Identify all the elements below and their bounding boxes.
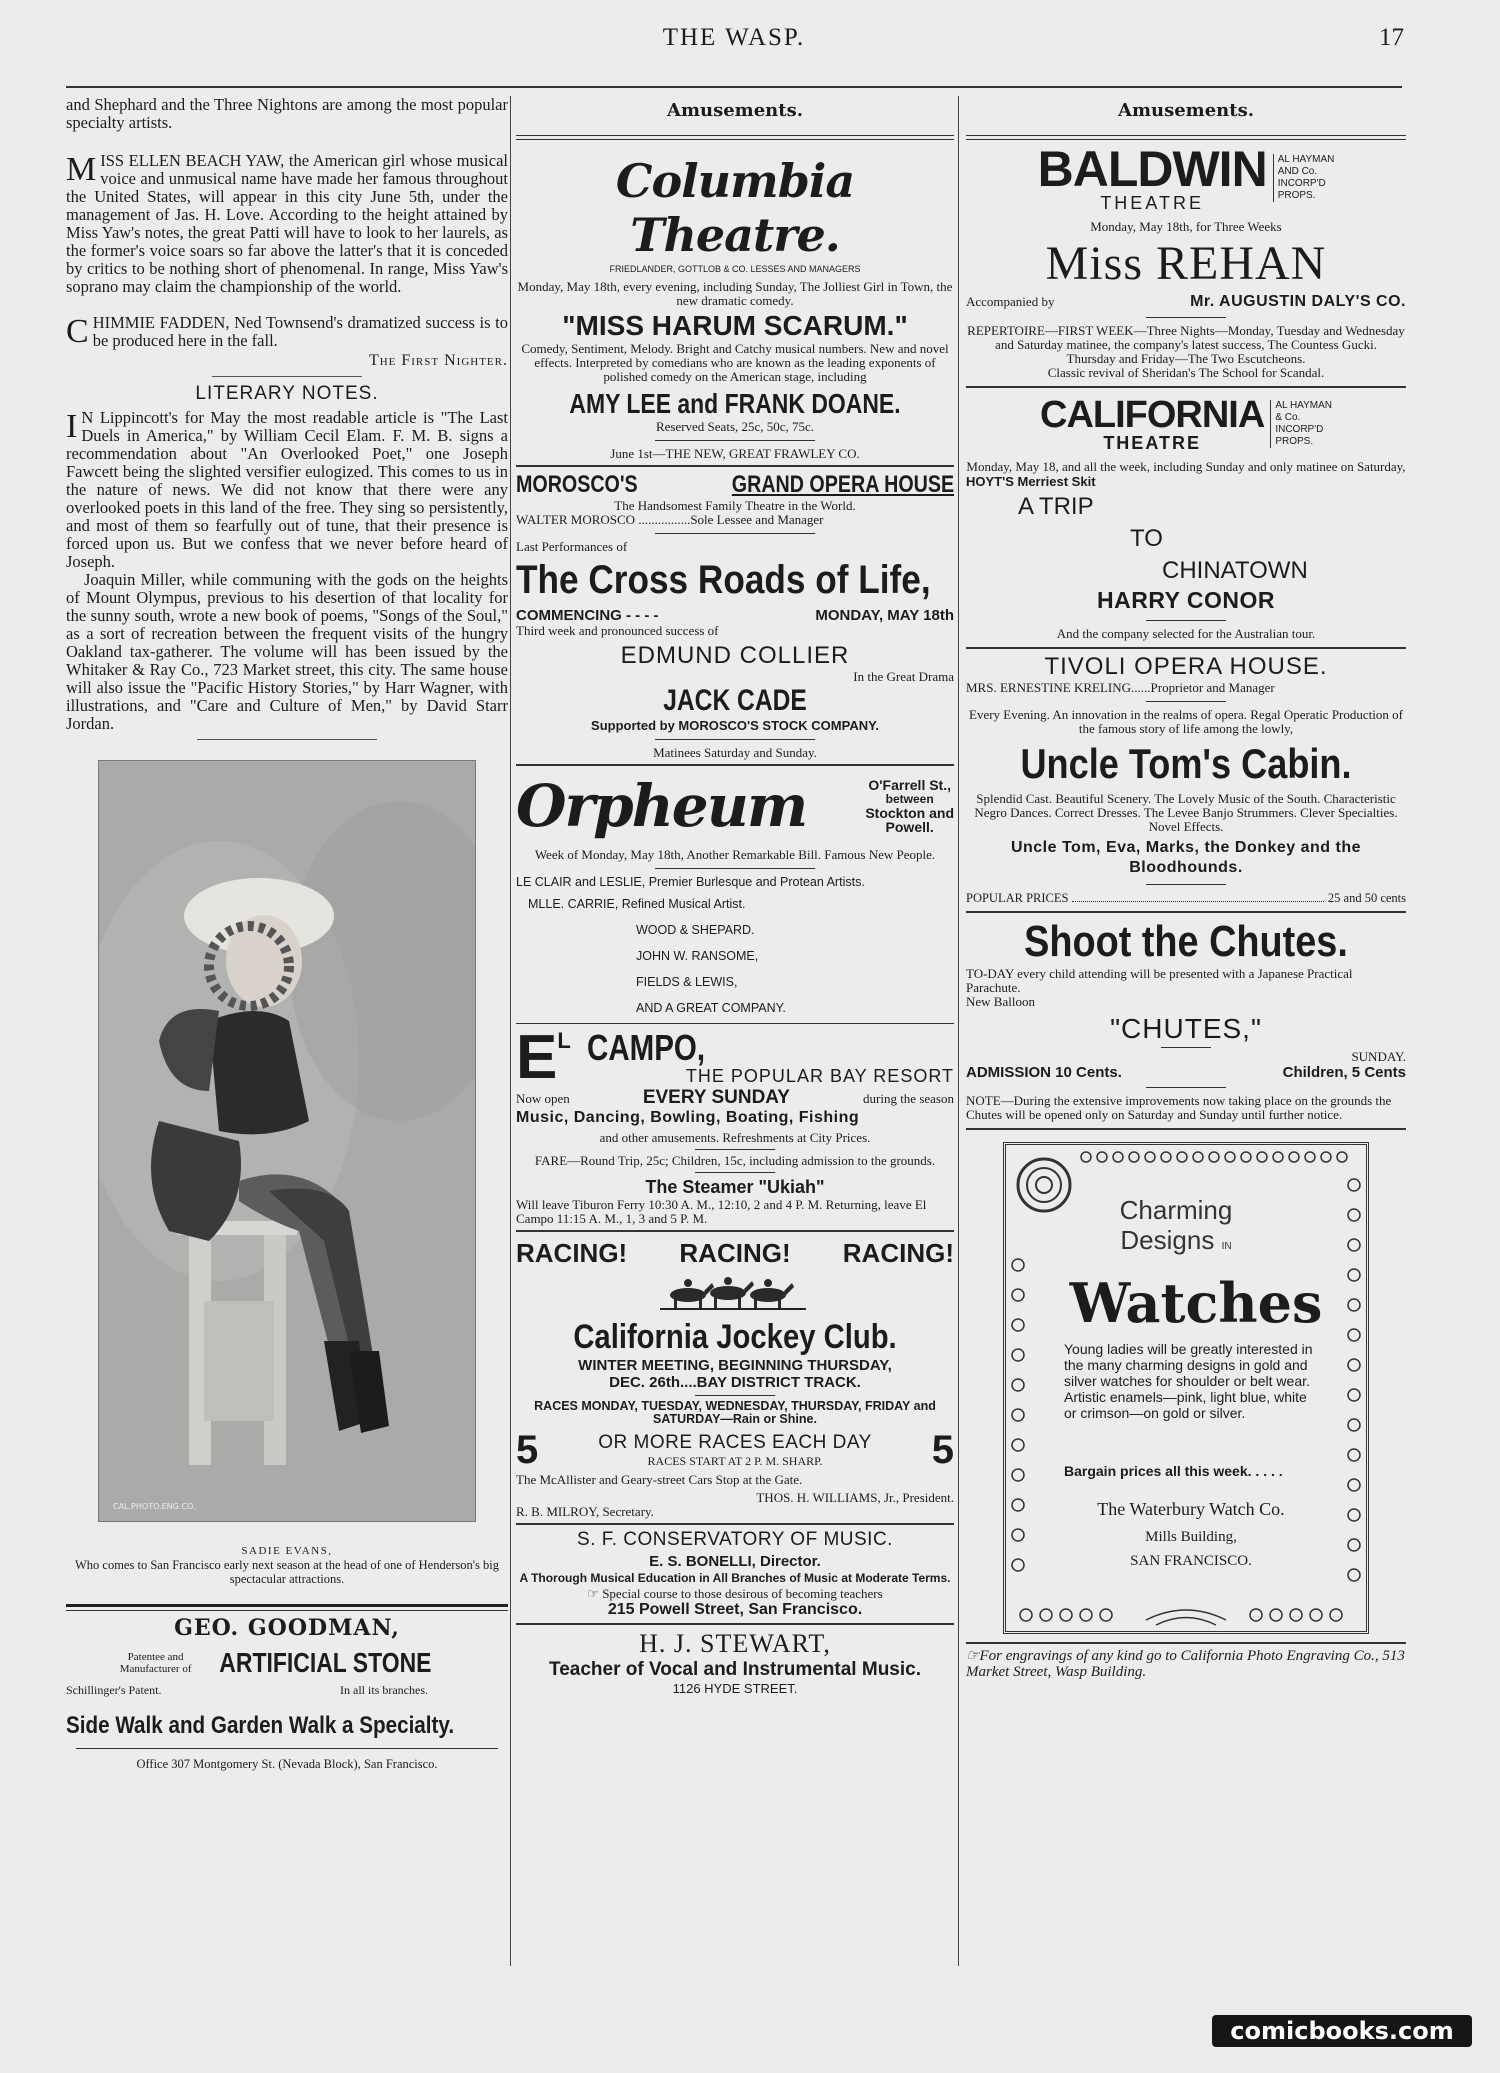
california-prop-4: PROPS.	[1275, 436, 1314, 447]
baldwin-date: Monday, May 18th, for Three Weeks	[1090, 219, 1282, 234]
tivoli-every: Every Evening. An innovation in the realms of opera. Regal Operatic Production of the famous story of life among the lowly,	[969, 707, 1403, 736]
elcampo-resort: THE POPULAR BAY RESORT	[685, 1066, 954, 1086]
goodman-pre1: Patentee and	[127, 1651, 184, 1663]
rule	[516, 1523, 954, 1525]
racing-five-left: 5	[516, 1428, 539, 1472]
conservatory-education: A Thorough Musical Education in All Branches of Music at Moderate Terms.	[519, 1571, 951, 1585]
racing-cars: The McAllister and Geary-street Cars Stop at the Gate.	[516, 1472, 803, 1487]
racing-start: RACES START AT 2 P. M. SHARP.	[647, 1454, 823, 1468]
watches-bargain: Bargain prices all this week. . . . .	[1064, 1463, 1283, 1479]
columbia-description: Comedy, Sentiment, Melody. Bright and Catchy musical numbers. New and novel effects. Interpreted by comedians who are known as the leading exponents of polished comedy on the American stage, including	[521, 341, 949, 384]
rule	[516, 139, 954, 140]
orpheum-act-4: JOHN W. RANSOME,	[636, 949, 759, 963]
conservatory-address: 215 Powell Street, San Francisco.	[607, 1601, 863, 1618]
rule	[212, 376, 362, 377]
chutes-admission-children: Children, 5 Cents	[1282, 1064, 1406, 1081]
california-name: CALIFORNIA	[1040, 394, 1265, 436]
elcampo-ad	[516, 1023, 954, 1226]
racing-days: RACES MONDAY, TUESDAY, WEDNESDAY, THURSDAY, FRIDAY and SATURDAY—Rain or Shine.	[534, 1399, 936, 1426]
caption-text: Who comes to San Francisco early next season at the head of one of Henderson's big spectacular attractions.	[74, 1558, 499, 1586]
tivoli-prices-label: POPULAR PRICES	[966, 891, 1069, 905]
morosco-house: GRAND OPERA HOUSE	[731, 471, 954, 498]
rule	[966, 1642, 1406, 1644]
stewart-teacher: Teacher of Vocal and Instrumental Music.	[549, 1659, 921, 1680]
columbia-lessees: FRIEDLANDER, GOTTLOB & CO. LESSES AND MANAGERS	[609, 264, 861, 274]
fadden-text: HIMMIE FADDEN, Ned Townsend's dramatized success is to be produced here in the fall.	[92, 313, 508, 350]
rule	[695, 1395, 775, 1396]
elcampo-header	[516, 1023, 954, 1092]
pointing-hand-icon: ☞	[587, 1586, 603, 1601]
fadden-paragraph	[66, 314, 508, 350]
baldwin-prop-4: PROPS.	[1277, 190, 1316, 201]
watches-ad	[1003, 1142, 1369, 1634]
elcampo-schedule: Will leave Tiburon Ferry 10:30 A. M., 12:10, 2 and 4 P. M. Returning, leave El Campo 11:15 A. M., 1, 3 and 5 P. M.	[516, 1197, 927, 1226]
morosco-last: Last Performances of	[516, 539, 628, 554]
baldwin-repertoire: REPERTOIRE—FIRST WEEK—Three Nights—Monday, Tuesday and Wednesday and Saturday matinee, the company's latest success, The Countess Gucki.	[967, 323, 1405, 352]
engraving-text: For engravings of any kind go to California Photo Engraving Co., 513 Market Street, Wasp Building.	[966, 1648, 1405, 1680]
conservatory-ad	[516, 1529, 954, 1619]
literary-paragraph-1	[66, 409, 508, 571]
baldwin-classic: Classic revival of Sheridan's The School for Scandal.	[1047, 365, 1325, 380]
orpheum-logo: Orpheum	[516, 772, 807, 840]
conservatory-special-line	[516, 1587, 954, 1601]
column-middle	[516, 96, 954, 1696]
goodman-office: Office 307 Montgomery St. (Nevada Block), San Francisco.	[136, 1757, 438, 1771]
intro-paragraph: and Shephard and the Three Nightons are among the most popular specialty artists.	[66, 96, 508, 132]
tivoli-name: TIVOLI OPERA HOUSE.	[1044, 653, 1328, 680]
rule	[76, 1748, 498, 1749]
trip-line-2: TO	[1130, 525, 1163, 552]
baldwin-prop-3: INCORP'D	[1277, 178, 1326, 189]
goodman-details	[66, 1683, 508, 1698]
page-header	[64, 24, 1404, 60]
california-company: And the company selected for the Australian tour.	[1056, 626, 1316, 641]
elcampo-fare: FARE—Round Trip, 25c; Children, 15c, including admission to the grounds.	[534, 1153, 936, 1168]
rule	[1146, 701, 1226, 702]
orpheum-address-3: Stockton and	[865, 805, 954, 821]
column-right	[966, 96, 1406, 1680]
elcampo-name: CAMPO,	[586, 1027, 705, 1068]
racing-president: THOS. H. WILLIAMS, Jr., President.	[756, 1490, 954, 1505]
stewart-address: 1126 HYDE STREET.	[672, 1681, 798, 1696]
california-prop-3: INCORP'D	[1275, 424, 1324, 435]
morosco-ad	[516, 471, 954, 760]
orpheum-act-6: AND A GREAT COMPANY.	[636, 1001, 786, 1015]
california-star: HARRY CONOR	[1096, 587, 1275, 613]
baldwin-accompanied	[966, 293, 1406, 311]
trip-line-3: CHINATOWN	[1162, 557, 1308, 584]
watches-building: Mills Building,	[1145, 1529, 1237, 1545]
literary-paragraph-2: Joaquin Miller, while communing with the gods on the heights of Mount Olympus, previous to his desertion of that locality for the sunny south, wrote a new book of poems, "Songs of the Soul," as a sort of recreation between the frequent visits of the hungry Oakland tax-gatherer. The volume will has been issued by the Whitaker & Ray Co., 723 Market street, this city. The same house will also issue the "Pacific History Stories," by Harr Wagner, with illustrations, and "Care and Culture of Men," by David Starr Jordan.	[66, 570, 508, 733]
dot-leader	[1072, 901, 1323, 902]
goodman-product: ARTIFICIAL STONE	[218, 1647, 431, 1678]
elcampo-title-block	[586, 1027, 954, 1087]
rule	[197, 739, 377, 740]
drop-cap: C	[66, 313, 89, 350]
watches-description: Young ladies will be greatly interested in the many charming designs in gold and silver watches for shoulder or belt wear. Artistic enamels—pink, light blue, white or crimson—on gold or silver.	[1064, 1341, 1313, 1421]
watches-charming: Charming	[1119, 1195, 1233, 1225]
morosco-name-row	[516, 471, 954, 499]
racing-2: RACING!	[679, 1238, 791, 1268]
columbia-stars: AMY LEE and FRANK DOANE.	[569, 388, 901, 419]
morosco-actor: EDMUND COLLIER	[620, 642, 850, 669]
elcampo-other: and other amusements. Refreshments at City Prices.	[599, 1130, 871, 1145]
orpheum-act-5: FIELDS & LEWIS,	[636, 975, 738, 989]
caption-name: SADIE EVANS,	[241, 1545, 333, 1557]
portrait-illustration	[99, 761, 475, 1521]
california-theatre: THEATRE	[1103, 433, 1201, 453]
watches-city: SAN FRANCISCO.	[1130, 1553, 1252, 1569]
morosco-commencing	[516, 607, 954, 624]
morosco-lessee: WALTER MOROSCO ................Sole Lessee and Manager	[516, 512, 824, 527]
orpheum-address-2: between	[885, 792, 934, 806]
yaw-paragraph	[66, 152, 508, 296]
tivoli-title: Uncle Tom's Cabin.	[1020, 740, 1352, 787]
orpheum-address-4: Powell.	[885, 819, 934, 835]
rule	[966, 135, 1406, 136]
chutes-today: TO-DAY every child attending will be presented with a Japanese Practical Parachute.	[966, 966, 1353, 995]
jockey-club: California Jockey Club.	[573, 1318, 897, 1356]
california-prop-1: AL HAYMAN	[1275, 400, 1332, 411]
watches-designs-line	[1086, 1225, 1266, 1262]
rule	[1146, 884, 1226, 885]
amusements-heading: Amusements.	[1118, 100, 1254, 121]
racing-3: RACING!	[842, 1238, 954, 1268]
rule	[695, 1172, 775, 1173]
california-prop-2: & Co.	[1275, 412, 1301, 423]
racing-1: RACING!	[516, 1238, 628, 1268]
commencing-label: COMMENCING - - - -	[516, 607, 659, 624]
elcampo-every-sunday: EVERY SUNDAY	[642, 1087, 790, 1108]
rule	[655, 533, 815, 534]
watermark-logo: comicbooks.com	[1212, 2015, 1472, 2047]
engraving-notice	[966, 1648, 1406, 1680]
rule	[516, 1023, 954, 1024]
rule	[695, 1149, 775, 1150]
conservatory-special: Special course to those desirous of becoming teachers	[602, 1586, 883, 1601]
chutes-balloon: New Balloon	[966, 994, 1035, 1009]
conservatory-name: S. F. CONSERVATORY OF MUSIC.	[577, 1529, 893, 1550]
elcampo-now-open: Now open	[516, 1091, 570, 1106]
tivoli-characters: Uncle Tom, Eva, Marks, the Donkey and the Bloodhounds.	[1010, 839, 1362, 876]
rule	[1161, 1047, 1211, 1048]
racing-dec: DEC. 26th....BAY DISTRICT TRACK.	[609, 1374, 861, 1391]
watches-heading	[1086, 1195, 1266, 1262]
baldwin-logo	[966, 141, 1406, 213]
elcampo-activities: Music, Dancing, Bowling, Boating, Fishing	[516, 1109, 860, 1126]
baldwin-props	[1273, 154, 1335, 202]
column-left	[66, 96, 508, 1772]
rule	[966, 139, 1406, 140]
columbia-title: "MISS HARUM SCARUM."	[562, 310, 908, 341]
orpheum-week: Week of Monday, May 18th, Another Remarkable Bill. Famous New People.	[534, 847, 936, 862]
drop-cap: M	[66, 151, 97, 188]
conservatory-director: E. S. BONELLI, Director.	[649, 1553, 821, 1570]
chutes-admission	[966, 1064, 1406, 1081]
chutes-sunday: SUNDAY.	[1351, 1049, 1406, 1064]
rule	[1146, 1087, 1226, 1088]
rule	[655, 868, 815, 869]
column-divider-2	[958, 96, 959, 1966]
amusements-heading: Amusements.	[667, 100, 803, 121]
california-props	[1270, 400, 1332, 448]
rule	[1146, 620, 1226, 621]
columbia-ad	[516, 154, 954, 461]
goodman-product-line	[66, 1647, 508, 1679]
stewart-ad	[516, 1629, 954, 1696]
baldwin-acc-company: Mr. AUGUSTIN DALY'S CO.	[1190, 293, 1406, 310]
morosco-support: Supported by MOROSCO'S STOCK COMPANY.	[591, 718, 879, 733]
magazine-title: THE WASP.	[662, 24, 806, 51]
columbia-logo: Columbia Theatre.	[615, 154, 855, 262]
racing-header	[516, 1238, 954, 1269]
elcampo-steamer: The Steamer "Ukiah"	[645, 1177, 825, 1197]
orpheum-address	[865, 778, 954, 834]
watches-title: Watches	[1069, 1271, 1323, 1335]
baldwin-thursday: Thursday and Friday—The Two Escutcheons.	[1066, 351, 1306, 366]
orpheum-act-1: LE CLAIR and LESLIE, Premier Burlesque and Protean Artists.	[516, 875, 865, 889]
watches-in: IN	[1221, 1241, 1232, 1252]
chutes-admission-adult: ADMISSION 10 Cents.	[966, 1064, 1122, 1081]
baldwin-star: Miss REHAN	[1045, 237, 1327, 290]
racing-secretary: R. B. MILROY, Secretary.	[516, 1504, 654, 1519]
photo-credit: CAL.PHOTO.ENG.CO.	[113, 1502, 196, 1511]
morosco-play-title: The Cross Roads of Life,	[516, 558, 931, 602]
columbia-seats: Reserved Seats, 25c, 50c, 75c.	[655, 419, 815, 434]
morosco-matinees: Matinees Saturday and Sunday.	[653, 745, 817, 760]
rule	[516, 764, 954, 766]
tivoli-proprietor: MRS. ERNESTINE KRELING......Proprietor and Manager	[966, 680, 1275, 695]
tivoli-ad	[966, 653, 1406, 905]
columbia-intro: Monday, May 18th, every evening, including Sunday, The Jolliest Girl in Town, the new dramatic comedy.	[517, 279, 953, 308]
rule	[655, 739, 815, 740]
rule	[966, 911, 1406, 913]
rule	[966, 386, 1406, 388]
morosco-tagline: The Handsomest Family Theatre in the World.	[614, 498, 856, 513]
page-number: 17	[1379, 24, 1404, 51]
header-rule	[66, 86, 1402, 88]
morosco-jack-cade: JACK CADE	[663, 684, 807, 717]
stewart-name: H. J. STEWART,	[639, 1629, 831, 1658]
racehorses-icon	[516, 1269, 954, 1313]
goodman-branches: In all its branches.	[340, 1683, 428, 1697]
baldwin-name: BALDWIN	[1037, 141, 1267, 197]
tivoli-description: Splendid Cast. Beautiful Scenery. The Lovely Music of the South. Characteristic Negro Dances. Correct Dresses. The Levee Banjo Strummers. Clever Specialties. Novel Effects.	[974, 791, 1398, 834]
baldwin-ad	[966, 141, 1406, 380]
rule	[966, 647, 1406, 649]
racing-ad	[516, 1238, 954, 1519]
morosco-name: MOROSCO'S	[516, 471, 638, 498]
goodman-specialty: Side Walk and Garden Walk a Specialty.	[66, 1712, 455, 1739]
orpheum-act-2: MLLE. CARRIE, Refined Musical Artist.	[528, 897, 746, 911]
chutes-name: "CHUTES,"	[1110, 1013, 1262, 1044]
photo-caption	[66, 1544, 508, 1586]
orpheum-header	[516, 772, 954, 840]
california-ad	[966, 396, 1406, 641]
watches-designs: Designs	[1120, 1225, 1215, 1255]
racing-more: OR MORE RACES EACH DAY	[598, 1432, 872, 1453]
tivoli-prices	[966, 891, 1406, 905]
watches-company: The Waterbury Watch Co.	[1097, 1499, 1285, 1519]
chutes-title: Shoot the Chutes.	[1024, 917, 1348, 966]
baldwin-logo-main	[1037, 141, 1267, 213]
rule	[516, 465, 954, 467]
elcampo-season: during the season	[863, 1091, 954, 1106]
racing-more-block	[598, 1432, 872, 1469]
racing-five-right: 5	[931, 1428, 954, 1472]
goodman-pretext	[120, 1651, 192, 1675]
chutes-note: NOTE—During the extensive improvements now taking place on the grounds the Chutes will be opened only on Saturday and Sunday until further notice.	[966, 1093, 1392, 1122]
literary-text-1: N Lippincott's for May the most readable article is "The Last Duels in America," by William Cecil Elam. F. M. B. signs a recommendation about "An Overlooked Poet," one Joseph Fawcett being the slighted versifier eulogized. This comes to us in the nature of news. We did not know that there were any overlooked poets in this land of the free. They sing so persistently, and most of them so fearfully out of tune, that their presence is forced upon us. But we confess that we never before heard of Joseph.	[66, 408, 508, 571]
elcampo-sunday-line	[516, 1087, 954, 1109]
orpheum-address-1: O'Farrell St.,	[868, 777, 951, 793]
yaw-text: ISS ELLEN BEACH YAW, the American girl whose musical voice and unmusical name have made her famous throughout the United States, will appear in this city June 5th, under the management of Jas. H. Love. According to the height attained by Miss Yaw's notes, the great Patti will have to look to her laurels, as the former's voice soars so far above the latter's that it is conceded by critics to be nothing short of phenomenal. In range, Miss Yaw's soprano may claim the championship of the world.	[66, 151, 508, 296]
elcampo-e: E	[516, 1023, 558, 1092]
racing-more-line	[516, 1428, 954, 1473]
morosco-third-week: Third week and pronounced success of	[516, 623, 719, 638]
signature: The First Nighter.	[368, 352, 508, 369]
goodman-ad	[66, 1615, 508, 1772]
goodman-name: GEO. GOODMAN,	[174, 1615, 400, 1641]
california-logo	[966, 396, 1406, 452]
chutes-ad	[966, 917, 1406, 1122]
morosco-drama: In the Great Drama	[853, 669, 954, 684]
rule	[66, 1610, 508, 1611]
columbia-june: June 1st—THE NEW, GREAT FRAWLEY CO.	[610, 446, 860, 461]
commencing-date: MONDAY, MAY 18th	[815, 607, 954, 624]
racing-winter: WINTER MEETING, BEGINNING THURSDAY,	[578, 1357, 892, 1374]
rule	[66, 1604, 508, 1607]
tivoli-prices-value: 25 and 50 cents	[1327, 891, 1406, 905]
california-logo-main	[1040, 396, 1264, 452]
rule	[1146, 317, 1226, 318]
literary-heading: LITERARY NOTES.	[195, 383, 379, 404]
rule	[966, 1128, 1406, 1130]
elcampo-l: L	[557, 1028, 571, 1053]
rule	[516, 1230, 954, 1232]
baldwin-prop-2: AND Co.	[1277, 166, 1318, 177]
orpheum-ad	[516, 772, 954, 1015]
column-divider-1	[510, 96, 511, 1966]
orpheum-act-3: WOOD & SHEPARD.	[636, 923, 755, 937]
pointing-hand-icon: ☞	[966, 1648, 980, 1664]
rule	[516, 1623, 954, 1625]
trip-line-1: A TRIP	[1018, 493, 1094, 520]
goodman-pre2: Manufacturer of	[119, 1663, 192, 1675]
california-hoyt: HOYT'S Merriest Skit	[966, 474, 1096, 489]
portrait-photo	[98, 760, 476, 1522]
baldwin-theatre: THEATRE	[1100, 193, 1204, 213]
goodman-patent: Schillinger's Patent.	[66, 1683, 162, 1697]
drop-cap: I	[66, 408, 78, 445]
rule	[516, 135, 954, 136]
rule	[655, 440, 815, 441]
baldwin-acc-label: Accompanied by	[966, 294, 1055, 309]
california-date: Monday, May 18, and all the week, including Sunday and only matinee on Saturday,	[966, 459, 1406, 474]
baldwin-prop-1: AL HAYMAN	[1277, 154, 1335, 165]
